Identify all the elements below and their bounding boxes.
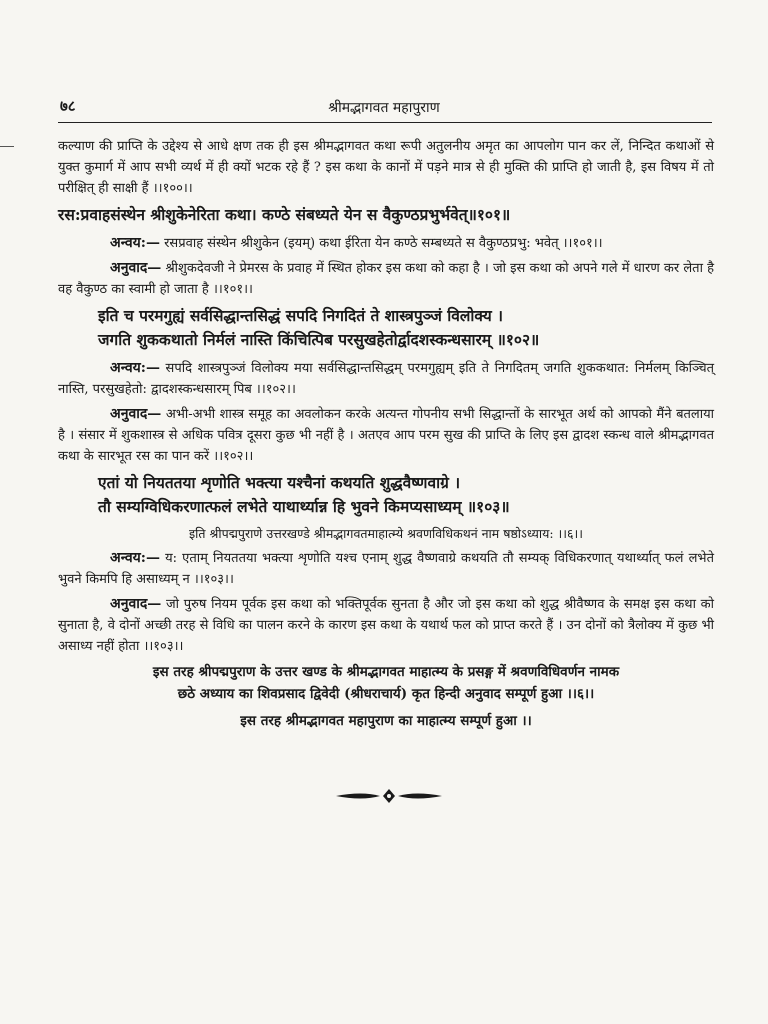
anuvad-text: जो पुरुष नियम पूर्वक इस कथा को भक्तिपूर्वक सुनता है और जो इस कथा को शुद्ध श्रीवैष्णव के समक्ष इस कथा को सुनाता है, वे दोनों अच्छी तरह से विधि का पालन करने के कारण इस कथा के यथार्थ फल को प्राप्त करते हैं । उन दोनों को त्रैलोक्य में कुछ भी असाध्य नहीं होता ।।१०३।। (58, 597, 714, 654)
chapter-colophon: इति श्रीपद्मपुराणे उत्तरखण्डे श्रीमद्भागवतमाहात्म्ये श्रवणविधिकथनं नाम षष्ठोऽध्याय: ।।६।। (189, 526, 583, 541)
page-content (58, 136, 714, 729)
anvay-label: अन्वय:— (110, 235, 160, 251)
anvay-label: अन्वय:— (110, 550, 160, 566)
anvay-text: सपदि शास्त्रपुञ्जं विलोक्य मया सर्वसिद्धान्तसिद्धम् परमगुह्यम् इति ते निगदितम् जगति शुककथात: निर्मलम् किञ्चित् नास्ति, परसुखहेतो: द्वादशस्कन्धसारम् पिब ।।१०२।। (58, 361, 714, 397)
header-rule (58, 122, 712, 123)
anvay-label: अन्वय:— (110, 360, 160, 376)
book-closing-line: इस तरह श्रीमद्भागवत महापुराण का माहात्म्य सम्पूर्ण हुआ ।। (240, 713, 532, 729)
scan-margin-mark (0, 146, 14, 147)
closing-line-2: छठे अध्याय का शिवप्रसाद द्विवेदी (श्रीधराचार्य) कृत हिन्दी अनुवाद सम्पूर्ण हुआ ।।६।। (177, 686, 595, 702)
verse-102-line-1: इति च परमगुह्यं सर्वसिद्धान्तसिद्धं सपदि निगदितं ते शास्त्रपुञ्जं विलोक्य । (98, 306, 503, 325)
end-ornament-icon (334, 788, 444, 804)
anuvad-label: अनुवाद— (110, 260, 162, 276)
anuvad-label: अनुवाद— (110, 406, 162, 422)
page-header (0, 96, 768, 122)
verse-101-line: रस:प्रवाहसंस्थेन श्रीशुकेनेरिता कथा। कण्ठे संबध्यते येन स वैकुण्ठप्रभुर्भवेत्॥१०१॥ (58, 205, 511, 224)
verse-102 (58, 304, 714, 352)
verse-103-line-1: एतां यो नियततया शृणोति भक्त्या यश्चैनां कथयति शुद्धवैष्णवाग्रे । (98, 473, 461, 492)
verse-101 (58, 203, 714, 227)
anuvad-text: अभी-अभी शास्त्र समूह का अवलोकन करके अत्यन्त गोपनीय सभी सिद्धान्तों के सारभूत अर्थ को आपको मैंने बतलाया है । संसार में शुकशास्त्र से अधिक पवित्र दूसरा कुछ भी नहीं है । अतएव आप परम सुख की प्राप्ति के लिए इस द्वादश स्कन्ध वाले श्रीमद्भागवत कथा के सारभूत रस का पान करें ।।१०२।। (58, 407, 714, 464)
anvay-text: य: एताम् नियततया भक्त्या शृणोति यश्च एनाम् शुद्ध वैष्णवाग्रे कथयति तौ सम्यक् विधिकरणात् यथार्थ्यात् फलं लभेते भुवने किमपि हि असाध्यम् न ।।१०३।। (58, 551, 714, 587)
closing-line-1: इस तरह श्रीपद्मपुराण के उत्तर खण्ड के श्रीमद्भागवत माहात्म्य के प्रसङ्ग में श्रवणविधिवर्णन नामक (152, 664, 620, 680)
chapter-closing-note (58, 661, 714, 705)
anuvad-103 (58, 594, 714, 657)
page-number: ७८ (60, 97, 76, 115)
running-title: श्रीमद्भागवत महापुराण (328, 100, 440, 116)
verse-103-line-2: तौ सम्यग्विधिकरणात्फलं लभेते याथार्थ्यान्न हि भुवने किमप्यसाध्यम् ॥१०३॥ (98, 497, 510, 516)
verse-102-line-2: जगति शुककथातो निर्मलं नास्ति किंचित्पिब परसुखहेतोर्द्वादशस्कन्धसारम् ॥१०२॥ (98, 330, 540, 349)
anvay-103 (58, 548, 714, 590)
anuvad-102 (58, 404, 714, 467)
anvay-102 (58, 358, 714, 400)
anvay-101 (58, 233, 714, 254)
verse-103 (58, 471, 714, 519)
anvay-text: रसप्रवाह संस्थेन श्रीशुकेन (इयम्) कथा ईरिता येन कण्ठे सम्बध्यते स वैकुण्ठप्रभु: भवेत् ।।१०१।। (159, 236, 603, 251)
anuvad-label: अनुवाद— (110, 596, 162, 612)
paragraph-100: कल्याण की प्राप्ति के उद्देश्य से आधे क्षण तक ही इस श्रीमद्भागवत कथा रूपी अतुलनीय अमृत का आपलोग पान कर लें, निन्दित कथाओं से युक्त कुमार्ग में आप सभी व्यर्थ में ही क्यों भटक रहे हैं ? इस कथा के कानों में पड़ने मात्र से ही मुक्ति की प्राप्ति हो जाती है, इस विषय में तो परीक्षित् ही साक्षी हैं ।।१००।। (58, 139, 714, 196)
anuvad-101 (58, 258, 714, 300)
anuvad-text: श्रीशुकदेवजी ने प्रेमरस के प्रवाह में स्थित होकर इस कथा को कहा है । जो इस कथा को अपने गले में धारण कर लेता है वह वैकुण्ठ का स्वामी हो जाता है ।।१०१।। (58, 261, 714, 297)
